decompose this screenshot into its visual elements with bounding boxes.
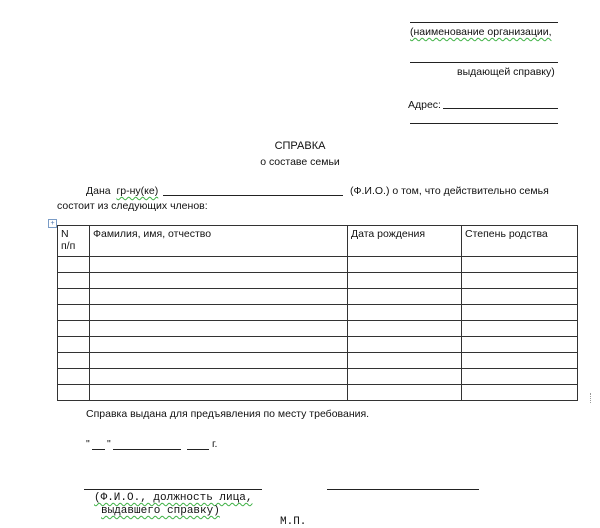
signer-label-1: (Ф.И.О., должность лица, [94, 492, 253, 504]
header-full-name: Фамилия, имя, отчество [90, 226, 348, 257]
fio-note: (Ф.И.О.) о том, что действительно семья [350, 185, 549, 197]
move-handle-icon[interactable]: + [48, 219, 57, 228]
cell-relation[interactable] [462, 273, 578, 289]
date-quote-close: " [107, 438, 111, 450]
table-header-row [58, 226, 578, 257]
cell-birth-date[interactable] [348, 305, 462, 321]
cell-birth-date[interactable] [348, 273, 462, 289]
cell-relation[interactable] [462, 305, 578, 321]
signer-line[interactable] [84, 489, 262, 490]
org-name-line[interactable] [410, 22, 558, 23]
address-label: Адрес: [408, 99, 441, 111]
cell-relation[interactable] [462, 385, 578, 401]
table-row [58, 273, 578, 289]
cell-full-name[interactable] [90, 289, 348, 305]
table-row [58, 385, 578, 401]
citizen-fio-line[interactable] [163, 195, 343, 196]
issued-text: Справка выдана для предъявления по месту требования. [86, 408, 370, 420]
date-day-line[interactable] [92, 449, 105, 450]
cell-number[interactable] [58, 321, 90, 337]
cell-number[interactable] [58, 353, 90, 369]
org-issuing-label: выдающей справку) [457, 66, 555, 78]
cell-relation[interactable] [462, 337, 578, 353]
table-row [58, 289, 578, 305]
document-title: СПРАВКА [274, 140, 326, 152]
cell-birth-date[interactable] [348, 257, 462, 273]
cell-birth-date[interactable] [348, 353, 462, 369]
cell-full-name[interactable] [90, 353, 348, 369]
cell-relation[interactable] [462, 257, 578, 273]
date-quote-open: " [86, 438, 90, 450]
cell-full-name[interactable] [90, 337, 348, 353]
cell-number[interactable] [58, 305, 90, 321]
cell-relation[interactable] [462, 369, 578, 385]
table-row [58, 321, 578, 337]
address-line-1[interactable] [443, 108, 558, 109]
signature-line[interactable] [327, 489, 479, 490]
date-suffix: г. [212, 438, 218, 450]
cell-birth-date[interactable] [348, 369, 462, 385]
members-intro: состоит из следующих членов: [57, 200, 208, 212]
cell-number[interactable] [58, 289, 90, 305]
cell-relation[interactable] [462, 289, 578, 305]
document-subtitle: о составе семьи [260, 156, 340, 168]
cell-relation[interactable] [462, 321, 578, 337]
cell-number[interactable] [58, 369, 90, 385]
cell-full-name[interactable] [90, 369, 348, 385]
cell-full-name[interactable] [90, 305, 348, 321]
cell-birth-date[interactable] [348, 321, 462, 337]
stamp-mark: М.П. [280, 516, 307, 528]
cell-number[interactable] [58, 385, 90, 401]
signer-label-2: выдавшего справку) [101, 505, 220, 517]
citizen-word: гр-ну(ке) [116, 185, 159, 197]
cell-number[interactable] [58, 273, 90, 289]
table-row [58, 353, 578, 369]
header-birth-date: Дата рождения [348, 226, 462, 257]
cell-birth-date[interactable] [348, 337, 462, 353]
cell-full-name[interactable] [90, 273, 348, 289]
family-members-table [57, 225, 578, 401]
date-year-line[interactable] [187, 449, 209, 450]
table-row [58, 337, 578, 353]
org-name-label: (наименование организации, [410, 26, 552, 38]
cell-number[interactable] [58, 337, 90, 353]
header-number: N п/п [58, 226, 90, 257]
table-row [58, 305, 578, 321]
table-row [58, 369, 578, 385]
margin-marker [590, 393, 593, 403]
cell-relation[interactable] [462, 353, 578, 369]
header-relation: Степень родства [462, 226, 578, 257]
cell-full-name[interactable] [90, 385, 348, 401]
cell-birth-date[interactable] [348, 385, 462, 401]
org-issuing-line[interactable] [410, 62, 558, 63]
table-row [58, 257, 578, 273]
date-month-line[interactable] [113, 449, 181, 450]
cell-number[interactable] [58, 257, 90, 273]
cell-birth-date[interactable] [348, 289, 462, 305]
cell-full-name[interactable] [90, 257, 348, 273]
given-prefix: Дана гр-ну(ке) [86, 185, 159, 197]
cell-full-name[interactable] [90, 321, 348, 337]
address-line-2[interactable] [410, 123, 558, 124]
